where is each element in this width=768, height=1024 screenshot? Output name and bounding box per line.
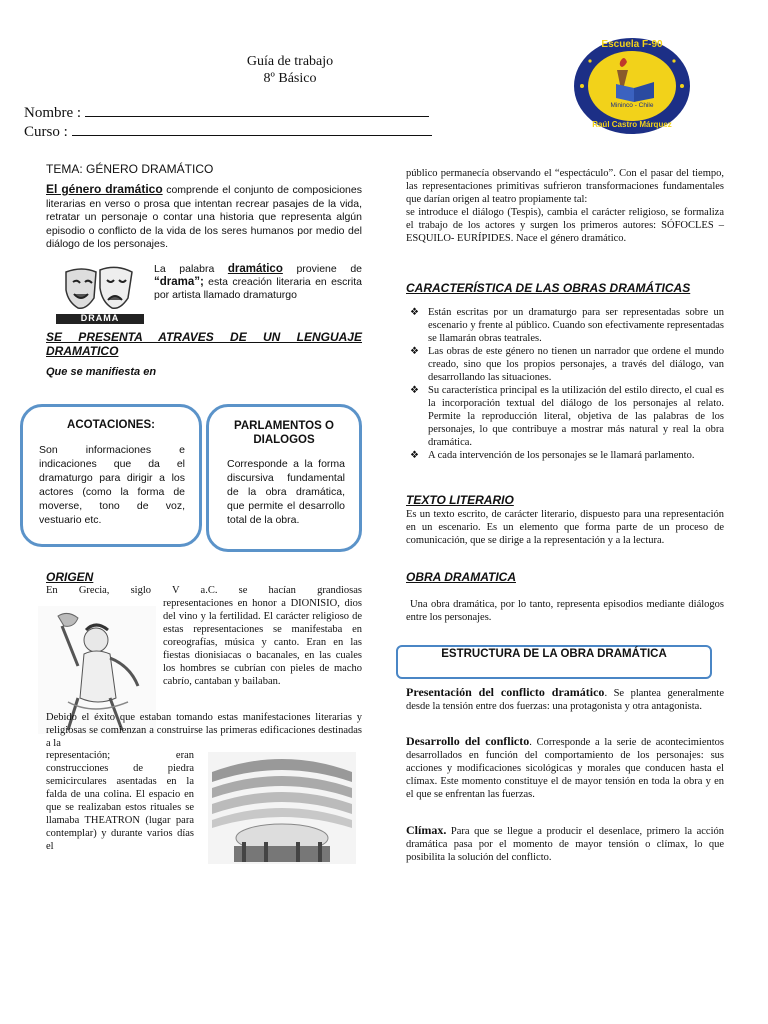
climax-paragraph [406,824,724,864]
origen-full-text: Debido el éxito que estaban tomando estas manifestaciones literarias y religiosas se comienzan a construirse las primeras edificaciones destinadas a la [46,712,362,749]
title-line-2: 8º Básico [263,71,317,86]
estructura-heading: ESTRUCTURA DE LA OBRA DRAMÁTICA [441,648,667,660]
presentacion-title: Presentación del conflicto dramático [406,685,605,699]
logo-person-name: Raúl Castro Márquez [592,120,672,129]
intro-term: El género dramático [46,182,163,196]
list-item [406,384,724,449]
drama-origin-paragraph [154,263,362,302]
greek-theater-image [208,752,356,864]
list-item [406,306,724,345]
list-item [406,449,724,462]
obra-dramatica-text: Una obra dramática, por lo tanto, representa episodios mediante diálogos entre los personajes. [406,599,724,623]
drama-text-3: esta creación literaria en escrita por artista llamado dramaturgo [154,276,362,301]
logo-location: Mininco - Chile [610,102,654,109]
presentacion-text: . Se plantea generalmente desde la tensión entre dos fuerzas: una protagonista y otra antagonista. [406,688,724,712]
caracteristicas-list [406,306,724,462]
school-logo [572,36,692,136]
parlamentos-text: Corresponde a la forma discursiva fundamental de la obra dramática, que permite el desarrollo total de la obra. [227,458,345,526]
desarrollo-title: Desarrollo del conflicto [406,734,530,748]
texto-literario-heading: TEXTO LITERARIO [406,493,514,507]
nombre-field[interactable] [85,103,429,117]
curso-field[interactable] [72,122,432,136]
list-item-text: Están escritas por un dramaturgo para ser representadas sobre un escenario y frente al público. Cuando son efectivamente representadas se llamarán obras teatrales. [428,307,724,344]
drama-text-1: La palabra [154,263,228,275]
parlamentos-box [206,404,362,552]
continuation-paragraph-2: se introduce el diálogo (Tespis), cambia el carácter religioso, se formaliza el trabajo de los actores y surgen los primeros autores: SÓFOCLES –ESQUILO- EURÍPIDES. Nace el género dramático. [406,207,724,244]
diamond-bullet-icon: ❖ [410,385,419,396]
climax-title: Clímax. [406,823,447,837]
diamond-bullet-icon: ❖ [410,307,419,318]
origen-left-text: representación; eran construcciones de piedra semicirculares asentadas en la falda de una colina. El espacio en que se realizaban estos rituales se llamaba THEATRON (lugar para contemplar) y durante varios días el [46,750,194,852]
tema-heading: TEMA: GÉNERO DRAMÁTICO [46,162,214,176]
diamond-bullet-icon: ❖ [410,450,419,461]
origen-line-1: En Grecia, siglo V a.C. se hacían grandiosas [46,585,362,596]
worksheet-title [200,53,380,87]
acotaciones-text: Son informaciones e indicaciones que da el dramaturgo para dirigir a los actores (como la forma de moverse, tono de voz, vestuario etc. [39,444,185,526]
intro-text: comprende el conjunto de composiciones literarias en verso o prosa que intentan recrear pasajes de la vida, retratar un personaje o contar una historia que representa algún episodio o conflicto de la vida de los seres humanos por medio del diálogo de los personajes. [46,184,362,250]
presentacion-paragraph [406,686,724,713]
list-item [406,345,724,384]
texto-literario-text: Es un texto escrito, de carácter literario, dispuesto para una representación en un escenario. Es un elemento que forma parte de un proceso de comunicación, que se dirige a la representación y a la lectura. [406,509,724,546]
continuation-paragraph-1: público permanecía observando el “espectáculo”. Con el pasar del tiempo, las representaciones primitivas sufrieron transformaciones fundamentales que darían origen al teatro propiamente tal: [406,168,724,205]
curso-label: Curso : [24,124,68,140]
list-item-text: Su característica principal es la utilización del estilo directo, el cual es la incorporación textual del diálogo de los personajes al relato. Permite la reproducción literal, objetiva de las palabras de los personajes, lo que contribuye a mostrar más natural y real la obra dramática. [428,385,724,448]
origen-right-text: representaciones en honor a DIONISIO, dios del vino y la fertilidad. El carácter religioso de estas representaciones se manifestaba en coreografías, música y canto. Eran en las fiestas dionisiacas o bacanales, en las cuales los hombres se cubrían con pieles de macho cabrío, cantaban y bailaban. [163,598,362,687]
drama-quote: “drama”; [154,276,204,288]
origen-heading: ORIGEN [46,570,94,584]
caracteristica-heading: CARACTERÍSTICA DE LAS OBRAS DRAMÁTICAS [406,281,691,295]
nombre-row [24,103,429,122]
curso-row [24,122,432,141]
logo-school-name: Escuela F-90 [601,39,663,50]
title-line-1: Guía de trabajo [246,54,334,69]
desarrollo-paragraph [406,735,724,801]
list-item-text: A cada intervención de los personajes se le llamará parlamento. [428,450,695,461]
drama-text-2: proviene de [282,263,362,275]
continuation-text [406,167,724,245]
obra-dramatica-heading: OBRA DRAMATICA [406,570,516,584]
acotaciones-box [20,404,202,547]
que-se-manifiesta: Que se manifiesta en [46,366,157,378]
se-presenta-heading: SE PRESENTA ATRAVES DE UN LENGUAJE DRAMATICO [46,330,362,358]
drama-word: dramático [227,263,283,275]
nombre-label: Nombre : [24,105,82,121]
estructura-box [396,645,712,679]
desarrollo-text: . Corresponde a la serie de acontecimientos desarrollados en función del comportamiento de los personajes: sus acciones y modificaciones sicológicas y morales que conducen hasta el clímax. Este momento constituye el de mayor tensión en toda la obra y en el que se enfrentan las fuerzas. [406,737,724,800]
climax-text: Para que se llegue a producir el desenlace, primero la acción dramática pasa por el momento de mayor tensión o clímax, lo que posibilita la solución del conflicto. [406,826,724,863]
acotaciones-title: ACOTACIONES: [67,419,155,431]
parlamentos-title: PARLAMENTOS O DIALOGOS [234,420,334,446]
list-item-text: Las obras de este género no tienen un narrador que ordene el mundo creado, sino que los propios personajes, a través del diálogo, van desarrollando las situaciones. [428,346,724,383]
drama-masks-image [56,264,144,324]
drama-image-label: DRAMA [80,313,120,323]
intro-paragraph [46,183,362,252]
diamond-bullet-icon: ❖ [410,346,419,357]
